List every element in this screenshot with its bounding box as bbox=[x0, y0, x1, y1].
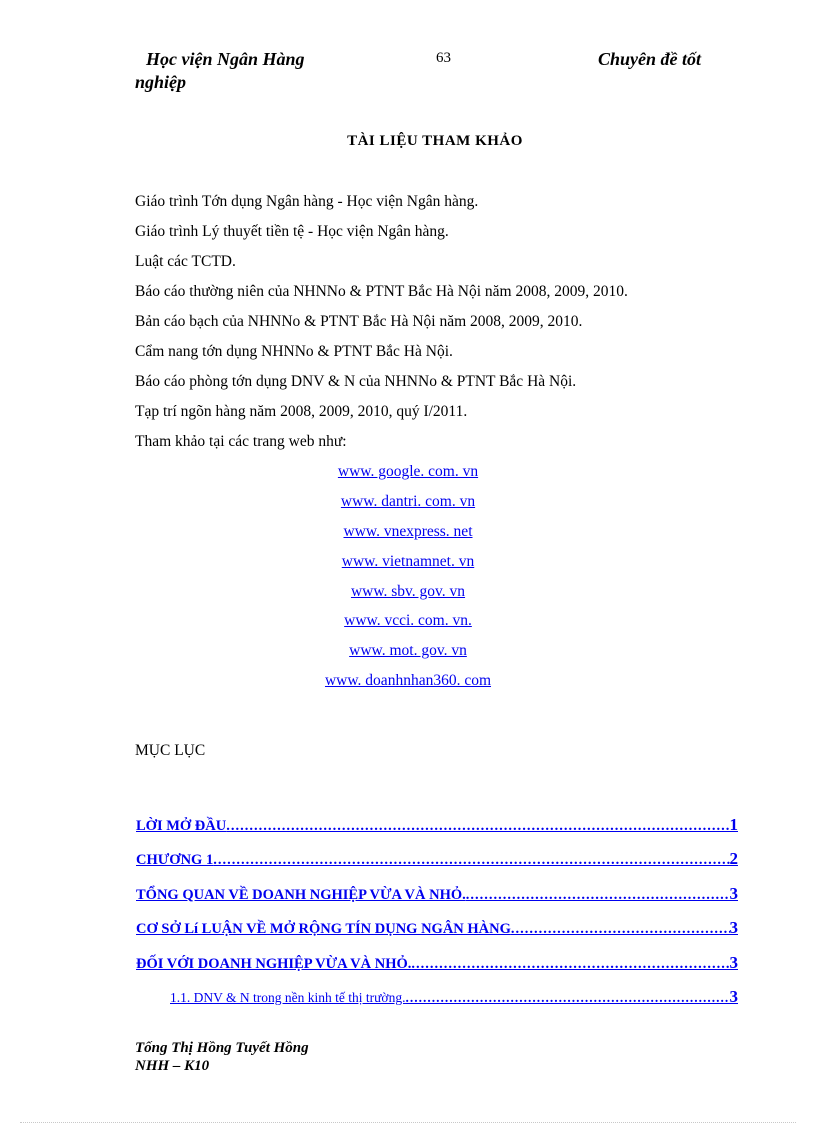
toc-entry-page: 3 bbox=[729, 884, 738, 903]
reference-item: Tạp trí ngõn hàng năm 2008, 2009, 2010, quý I/2011. bbox=[135, 403, 468, 420]
toc-entry-page: 1 bbox=[729, 815, 738, 834]
page-title: TÀI LIỆU THAM KHẢO bbox=[347, 133, 523, 149]
toc-entry-page: 3 bbox=[729, 918, 738, 937]
toc-leader-dots bbox=[466, 887, 730, 904]
web-link-doanhnhan360[interactable]: www. doanhnhan360. com bbox=[324, 672, 492, 689]
footer-class: NHH – K10 bbox=[135, 1058, 210, 1074]
web-link-sbv[interactable]: www. sbv. gov. vn bbox=[350, 583, 466, 600]
reference-item: Báo cáo phòng tớn dụng DNV & N của NHNNo & PTNT Bắc Hà Nội. bbox=[135, 373, 577, 390]
web-link-dantri[interactable]: www. dantri. com. vn bbox=[340, 493, 476, 510]
web-link-vcci[interactable]: www. vcci. com. vn. bbox=[344, 612, 472, 629]
toc-entry[interactable] bbox=[136, 918, 738, 940]
toc-entry-label: CHƯƠNG 1 bbox=[136, 852, 214, 868]
toc-entry[interactable] bbox=[136, 815, 738, 837]
reference-item: Cẩm nang tớn dụng NHNNo & PTNT Bắc Hà Nội. bbox=[135, 343, 453, 360]
toc-entry-label: ĐỐI VỚI DOANH NGHIỆP VỪA VÀ NHỎ. bbox=[136, 956, 412, 972]
toc-entry-label: LỜI MỞ ĐẦU bbox=[136, 818, 227, 834]
reference-item: Giáo trình Lý thuyết tiền tệ - Học viện Ngân hàng. bbox=[135, 223, 449, 240]
toc-entry[interactable] bbox=[136, 849, 738, 871]
toc-entry[interactable] bbox=[136, 884, 738, 906]
toc-leader-dots bbox=[511, 921, 730, 938]
toc-entry-label: CƠ SỞ Lí LUẬN VỀ MỞ RỘNG TÍN DỤNG NGÂN HÀNG bbox=[136, 921, 511, 937]
web-link-vietnamnet[interactable]: www. vietnamnet. vn bbox=[341, 553, 475, 570]
toc-leader-dots bbox=[411, 956, 729, 973]
page-number: 63 bbox=[436, 50, 451, 66]
toc-leader-dots bbox=[226, 818, 729, 835]
toc-heading: MỤC LỤC bbox=[135, 742, 206, 759]
reference-item: Báo cáo thường niên của NHNNo & PTNT Bắc Hà Nội năm 2008, 2009, 2010. bbox=[135, 283, 628, 300]
header-doc-type: Chuyên đề tốt bbox=[598, 49, 702, 69]
header-continuation: nghiệp bbox=[135, 72, 187, 92]
toc-entry-label: 1.1. DNV & N trong nền kinh tế thị trường. bbox=[170, 990, 406, 1005]
toc-entry-page: 3 bbox=[729, 987, 738, 1006]
web-link-vnexpress[interactable]: www. vnexpress. net bbox=[343, 523, 473, 540]
toc-entry[interactable] bbox=[136, 953, 738, 975]
web-link-google[interactable]: www. google. com. vn bbox=[337, 463, 479, 480]
toc-subentry[interactable] bbox=[170, 987, 738, 1009]
reference-item: Bản cáo bạch của NHNNo & PTNT Bắc Hà Nội năm 2008, 2009, 2010. bbox=[135, 313, 583, 330]
footer-author: Tống Thị Hồng Tuyết Hồng bbox=[135, 1040, 309, 1056]
reference-item: Luật các TCTD. bbox=[135, 253, 236, 270]
toc-entry-page: 2 bbox=[729, 849, 738, 868]
reference-item-web-intro: Tham khảo tại các trang web như: bbox=[135, 433, 347, 450]
reference-item: Giáo trình Tớn dụng Ngân hàng - Học viện Ngân hàng. bbox=[135, 193, 479, 210]
header-institution: Học viện Ngân Hàng bbox=[146, 49, 305, 69]
toc-leader-dots bbox=[213, 852, 729, 869]
toc-entry-page: 3 bbox=[729, 953, 738, 972]
web-link-mot[interactable]: www. mot. gov. vn bbox=[349, 642, 467, 659]
toc-leader-dots bbox=[405, 990, 729, 1006]
toc-entry-label: TỔNG QUAN VỀ DOANH NGHIỆP VỪA VÀ NHỎ. bbox=[136, 887, 466, 903]
